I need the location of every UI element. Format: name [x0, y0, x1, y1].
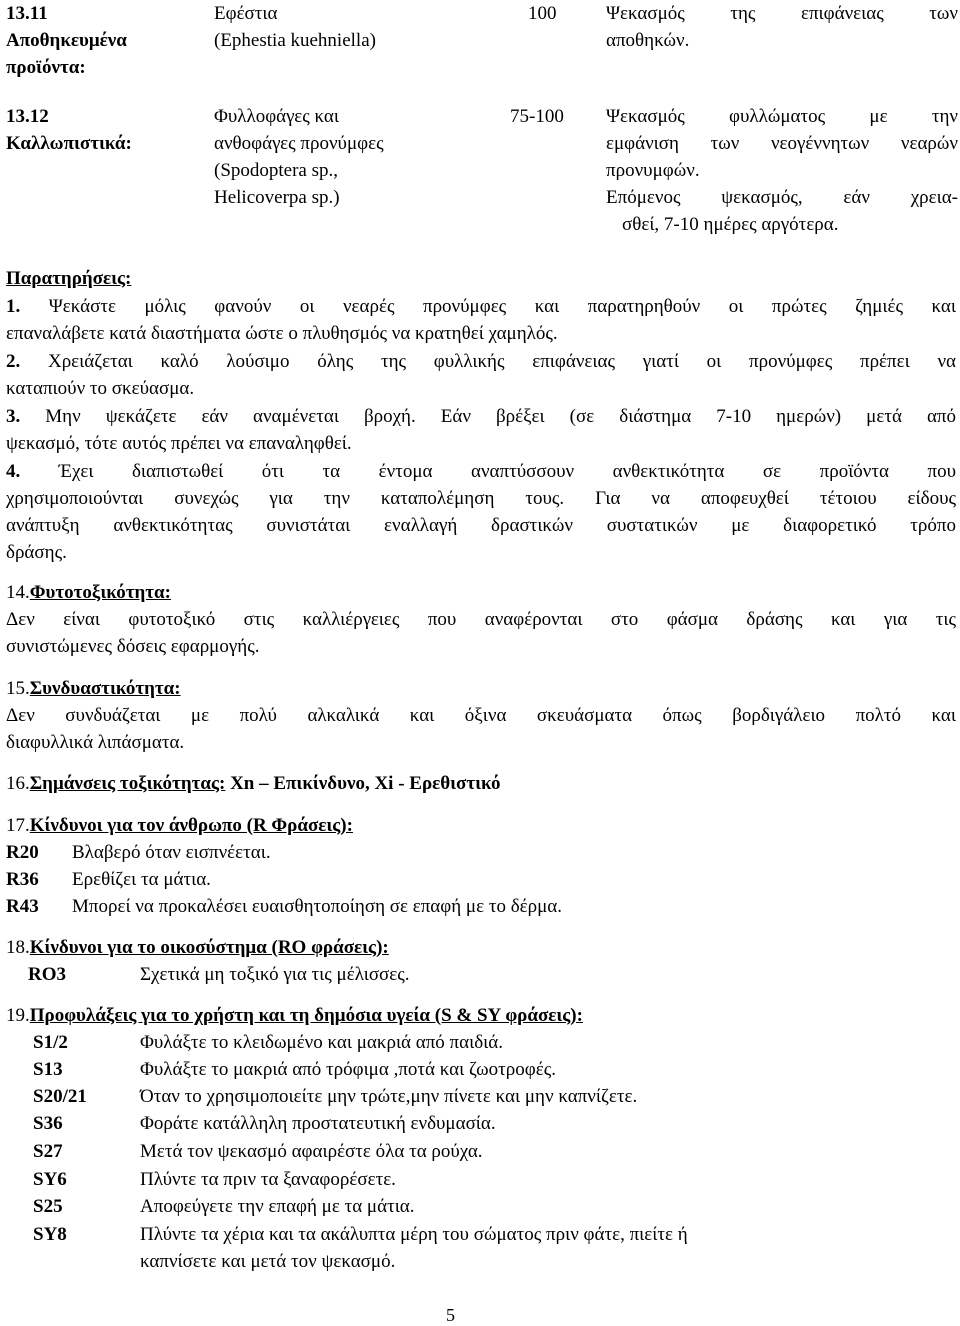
phrase-text: Αποφεύγετε την επαφή με τα μάτια.: [140, 1196, 415, 1217]
section-toxicity-labels: [6, 770, 501, 797]
phrase-text: Φοράτε κατάλληλη προστατευτική ενδυμασία.: [140, 1113, 496, 1134]
phrase-text: Βλαβερό όταν εισπνέεται.: [72, 842, 271, 863]
section-number: 16.: [6, 773, 30, 794]
phrase-code: S13: [33, 1059, 63, 1080]
phrase-text: Μετά τον ψεκασμό αφαιρέστε όλα τα ρούχα.: [140, 1141, 483, 1162]
section-title: Προφυλάξεις για το χρήστη και τη δημόσια υγεία (S & SY φράσεις):: [29, 1005, 583, 1026]
remark-text: Μην ψεκάζετε εάν αναμένεται βροχή. Εάν βρέξει (σε διάστημα 7-10 ημερών) μετά από: [45, 406, 956, 427]
phrase-text: Φυλάξτε το μακριά από τρόφιμα ,ποτά και ζωοτροφές.: [140, 1059, 557, 1080]
phrase-code: R20: [6, 842, 39, 863]
phrase-text: Φυλάξτε το κλειδωμένο και μακριά από παιδιά.: [140, 1032, 503, 1053]
remark-number: 1.: [6, 296, 21, 317]
row-number: 13.12: [6, 106, 49, 127]
notes-line: σθεί, 7-10 ημέρες αργότερα.: [622, 214, 839, 235]
pest-line: Εφέστια: [214, 3, 278, 24]
phrase-code: S27: [33, 1141, 63, 1162]
remark-number: 4.: [6, 461, 21, 482]
section-title: Κίνδυνοι για το οικοσύστημα (RO φράσεις):: [29, 937, 389, 958]
notes-line: Ψεκασμός φυλλώματος με την: [606, 106, 958, 127]
section-number: 15.: [6, 678, 30, 699]
section-number: 17.: [6, 815, 30, 836]
remarks-title: Παρατηρήσεις:: [6, 268, 132, 289]
section-title: Σημάνσεις τοξικότητας:: [29, 773, 226, 794]
pest-line: (Spodoptera sp.,: [214, 160, 339, 181]
section-heading: [6, 812, 353, 839]
remark-line: ανάπτυξη ανθεκτικότητας συνιστάται εναλλαγή δραστικών συστατικών με διαφορετικό τρόπο: [6, 515, 956, 536]
phrase-text: Ερεθίζει τα μάτια.: [72, 869, 211, 890]
notes-line: εμφάνιση των νεογέννητων νεαρών: [606, 133, 958, 154]
pest-line: ανθοφάγες προνύμφες: [214, 133, 384, 154]
section-heading: [6, 934, 389, 961]
toxicity-labels: Xn – Επικίνδυνο, Xi - Ερεθιστικό: [225, 773, 501, 794]
notes-line: Ψεκασμός της επιφάνειας των: [606, 3, 958, 24]
phrase-text: Όταν το χρησιμοποιείτε μην τρώτε,μην πίνετε και μην καπνίζετε.: [140, 1086, 638, 1107]
pest-line: (Ephestia kuehniella): [214, 30, 376, 51]
phrase-text: Μπορεί να προκαλέσει ευαισθητοποίηση σε επαφή με το δέρμα.: [72, 896, 563, 917]
remark-line: χρησιμοποιούνται συνεχώς για την καταπολέμηση τους. Για να αποφευχθεί τέτοιου είδους: [6, 488, 956, 509]
section-number: 19.: [6, 1005, 30, 1026]
section-line: συνιστώμενες δόσεις εφαρμογής.: [6, 636, 260, 657]
phrase-text: Πλύντε τα πριν τα ξαναφορέσετε.: [140, 1169, 396, 1190]
phrase-code: S25: [33, 1196, 63, 1217]
remark-line: [6, 403, 956, 430]
remark-line: [6, 348, 956, 375]
phrase-text: Πλύντε τα χέρια και τα ακάλυπτα μέρη του σώματος πριν φάτε, πιείτε ή: [140, 1224, 688, 1245]
phrase-code: S1/2: [33, 1032, 68, 1053]
remark-text: Ψεκάστε μόλις φανούν οι νεαρές προνύμφες και παρατηρηθούν οι πρώτες ζημιές και: [48, 296, 956, 317]
remark-line: επαναλάβετε κατά διαστήματα ώστε ο πλυθησμός να κρατηθεί χαμηλός.: [6, 323, 558, 344]
remark-number: 3.: [6, 406, 21, 427]
phrase-code: RO3: [28, 964, 66, 985]
phrase-code: SY6: [33, 1169, 67, 1190]
section-heading: [6, 675, 181, 702]
remark-line: καταπιούν το σκεύασμα.: [6, 378, 195, 399]
pest-line: Φυλλοφάγες και: [214, 106, 339, 127]
crop-label: Καλλωπιστικά:: [6, 133, 132, 154]
dose-value: 100: [528, 3, 557, 24]
remark-text: Χρειάζεται καλό λούσιμο όλης της φυλλικής επιφάνειας γιατί οι προνύμφες πρέπει να: [47, 351, 956, 372]
remark-line: [6, 293, 956, 320]
notes-line: προνυμφών.: [606, 160, 700, 181]
remark-text: Έχει διαπιστωθεί ότι τα έντομα αναπτύσσουν ανθεκτικότητα σε προϊόντα που: [58, 461, 956, 482]
dose-value: 75-100: [510, 106, 564, 127]
section-line: διαφυλλικά λιπάσματα.: [6, 732, 185, 753]
phrase-text: καπνίσετε και μετά τον ψεκασμό.: [140, 1251, 396, 1272]
section-title: Συνδυαστικότητα:: [29, 678, 181, 699]
remark-line: δράσης.: [6, 542, 67, 563]
section-number: 14.: [6, 582, 30, 603]
remark-line: ψεκασμό, τότε αυτός πρέπει να επαναληφθεί.: [6, 433, 352, 454]
remark-number: 2.: [6, 351, 21, 372]
section-heading: [6, 579, 171, 606]
phrase-code: SY8: [33, 1224, 67, 1245]
section-heading: [6, 1002, 583, 1029]
crop-label: Αποθηκευμένα προϊόντα:: [6, 30, 127, 78]
phrase-text: Σχετικά μη τοξικό για τις μέλισσες.: [140, 964, 410, 985]
section-line: Δεν είναι φυτοτοξικό στις καλλιέργειες που αναφέρονται στο φάσμα δράσης και για τις: [6, 609, 956, 630]
phrase-code: S20/21: [33, 1086, 87, 1107]
phrase-code: R43: [6, 896, 39, 917]
section-title: Κίνδυνοι για τον άνθρωπο (R Φράσεις):: [29, 815, 353, 836]
pest-line: Helicoverpa sp.): [214, 187, 340, 208]
notes-line: αποθηκών.: [606, 30, 690, 51]
notes-line: Επόμενος ψεκασμός, εάν χρεια-: [606, 187, 958, 208]
section-number: 18.: [6, 937, 30, 958]
phrase-code: R36: [6, 869, 39, 890]
phrase-code: S36: [33, 1113, 63, 1134]
row-number: 13.11: [6, 3, 48, 24]
page-number: 5: [446, 1305, 455, 1325]
section-title: Φυτοτοξικότητα:: [29, 582, 171, 603]
remark-line: [6, 458, 956, 485]
section-line: Δεν συνδυάζεται με πολύ αλκαλικά και όξινα σκευάσματα όπως βορδιγάλειο πολτό και: [6, 705, 956, 726]
